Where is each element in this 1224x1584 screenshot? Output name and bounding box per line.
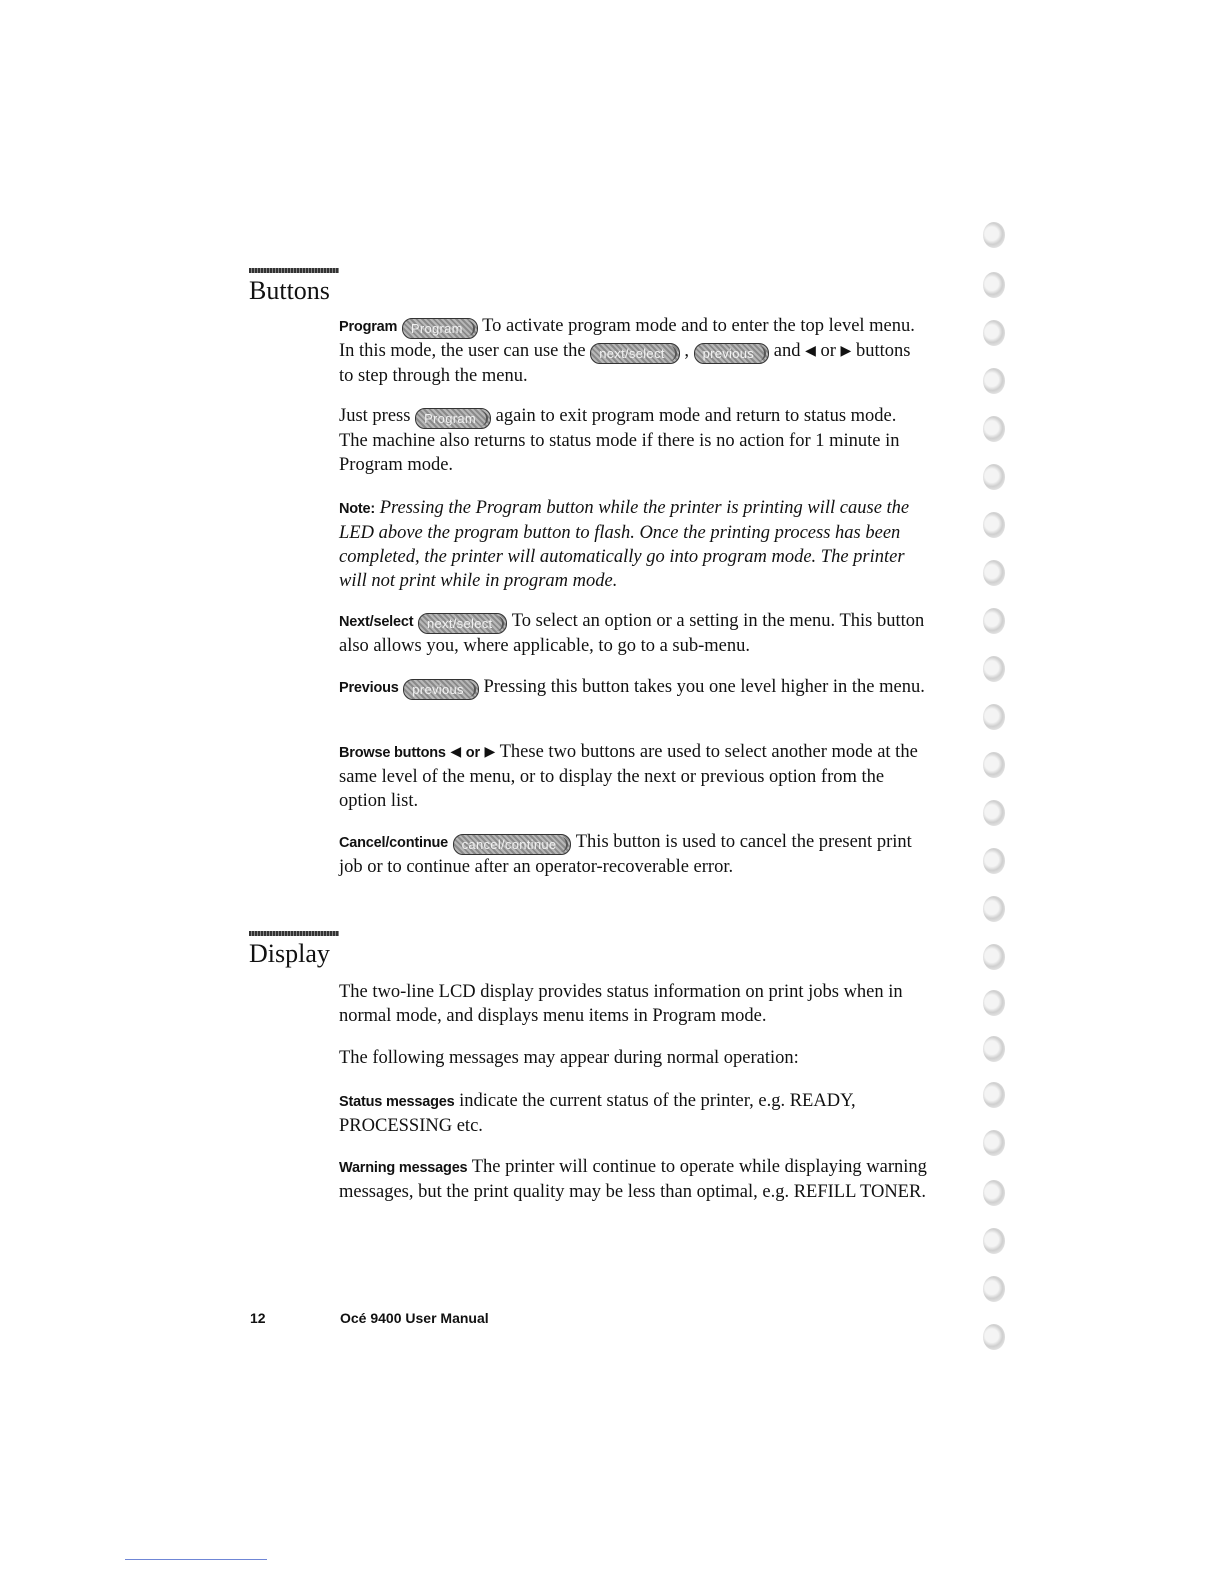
cancel-label: Cancel/continue [339, 835, 448, 851]
section-title-buttons: Buttons [249, 276, 330, 305]
following-paragraph: The following messages may appear during normal operation: [339, 1048, 799, 1068]
program-button-icon: Program [415, 408, 491, 429]
previous-button-icon: previous [694, 343, 770, 364]
previous-text: Pressing this button takes you one level higher in the menu. [478, 677, 925, 697]
binding-hole-icon [983, 560, 1005, 586]
status-label: Status messages [339, 1094, 455, 1110]
note-text: Pressing the Program button while the printer is printing will cause the LED above the program button to flash. Once the printing process has been completed, the printer will automatically go into program mode. The printer will not print while in program mode. [339, 498, 910, 591]
binding-hole-icon [983, 512, 1005, 538]
binding-hole-icon [983, 752, 1005, 778]
program-and: and [769, 341, 806, 361]
binding-hole-icon [983, 320, 1005, 346]
cancel-text: This button is used to cancel the present print job or to continue after an operator-recoverable error. [339, 832, 912, 877]
section-title-display: Display [249, 939, 330, 968]
binding-hole-icon [983, 272, 1005, 298]
section-rule [249, 268, 339, 273]
binding-hole-icon [983, 222, 1005, 248]
binding-hole-icon [983, 416, 1005, 442]
program-text-1: To activate program mode and to enter the top level menu. In this mode, the user can use the [339, 316, 915, 361]
bottom-rule [125, 1559, 267, 1560]
binding-hole-icon [983, 848, 1005, 874]
program-separator: , [679, 341, 694, 361]
binding-hole-icon [983, 656, 1005, 682]
browse-paragraph [339, 740, 929, 813]
binding-hole-icon [983, 1130, 1005, 1156]
binding-holes [975, 0, 1025, 1584]
just-press-pre: Just press [339, 406, 416, 426]
binding-hole-icon [983, 1276, 1005, 1302]
just-press-paragraph [339, 404, 929, 477]
warning-text: The printer will continue to operate while displaying warning messages, but the print quality may be less than optimal, e.g. REFILL TONER. [339, 1157, 927, 1202]
binding-hole-icon [983, 1082, 1005, 1108]
next-select-paragraph [339, 609, 929, 658]
cancel-paragraph [339, 830, 929, 879]
program-or: or [815, 341, 841, 361]
left-arrow-icon: ◀ [450, 745, 462, 760]
binding-hole-icon [983, 368, 1005, 394]
binding-hole-icon [983, 896, 1005, 922]
status-text: indicate the current status of the printer, e.g. READY, PROCESSING etc. [339, 1091, 856, 1136]
program-button-icon: Program [402, 318, 478, 339]
next-select-label: Next/select [339, 614, 414, 630]
warning-label: Warning messages [339, 1160, 468, 1176]
note-label: Note: [339, 501, 376, 517]
cancel-continue-button-icon: cancel/continue [453, 834, 572, 855]
program-label: Program [339, 319, 398, 335]
program-paragraph [339, 314, 929, 388]
browse-text: These two buttons are used to select another mode at the same level of the menu, or to display the next or previous option from the option list. [339, 742, 918, 811]
previous-paragraph [339, 675, 929, 700]
binding-hole-icon [983, 1180, 1005, 1206]
next-select-text: To select an option or a setting in the menu. This button also allows you, where applicable, to go to a sub-menu. [339, 611, 925, 656]
next-select-button-icon: next/select [590, 343, 679, 364]
binding-hole-icon [983, 704, 1005, 730]
program-text-2: buttons to step through the menu. [339, 341, 911, 386]
footer-title: Océ 9400 User Manual [340, 1310, 489, 1326]
browse-label: Browse buttons [339, 745, 446, 761]
previous-button-icon: previous [403, 679, 479, 700]
binding-hole-icon [983, 608, 1005, 634]
binding-hole-icon [983, 464, 1005, 490]
right-arrow-icon: ▶ [484, 745, 496, 760]
section-rule [249, 931, 339, 936]
binding-hole-icon [983, 1036, 1005, 1062]
browse-or: or [465, 745, 480, 761]
binding-hole-icon [983, 1324, 1005, 1350]
binding-hole-icon [983, 800, 1005, 826]
binding-hole-icon [983, 944, 1005, 970]
binding-hole-icon [983, 1228, 1005, 1254]
warning-paragraph [339, 1155, 929, 1204]
right-arrow-icon: ▶ [840, 344, 852, 359]
next-select-button-icon: next/select [418, 613, 507, 634]
status-paragraph [339, 1089, 929, 1138]
left-arrow-icon: ◀ [805, 344, 816, 359]
just-press-post: again to exit program mode and return to status mode. The machine also returns to status mode if there is no action for 1 minute in Program mode. [339, 406, 900, 475]
previous-label: Previous [339, 680, 399, 696]
binding-hole-icon [983, 990, 1005, 1016]
page-number: 12 [250, 1310, 266, 1326]
display-intro-paragraph: The two-line LCD display provides status information on print jobs when in normal mode, and displays menu items in Program mode. [339, 982, 903, 1026]
note-paragraph [339, 496, 929, 593]
